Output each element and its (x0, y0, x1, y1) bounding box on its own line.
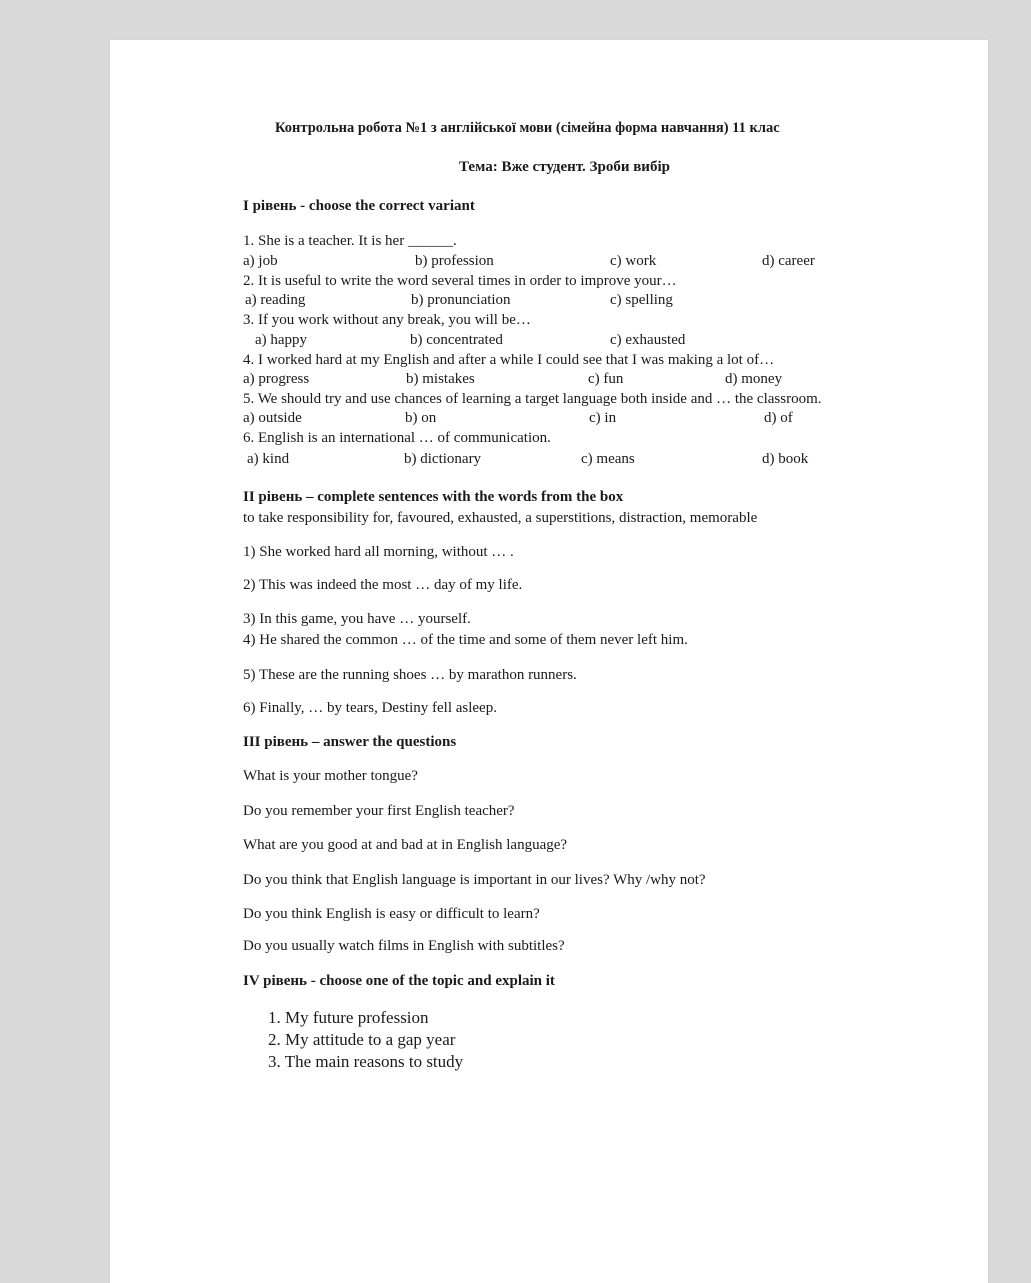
option: d) career (762, 253, 815, 269)
level1-question-2: 2. It is useful to write the word several times in order to improve your… (243, 273, 677, 289)
option: c) means (581, 451, 635, 467)
option: c) spelling (610, 292, 673, 308)
option: c) fun (588, 371, 624, 387)
level3-heading: III рівень – answer the questions (243, 734, 457, 750)
option: d) book (762, 451, 809, 467)
option: b) profession (415, 253, 494, 269)
option: b) dictionary (404, 451, 482, 467)
level2-sentence-2: 2) This was indeed the most … day of my life. (243, 577, 523, 593)
level2-sentence-3: 3) In this game, you have … yourself. (243, 611, 471, 627)
level2-sentence-1: 1) She worked hard all morning, without … . (243, 544, 514, 560)
option: a) outside (243, 410, 302, 426)
option: b) on (405, 410, 437, 426)
word-box: to take responsibility for, favoured, exhausted, a superstitions, distraction, memorable (243, 510, 758, 526)
level2-sentence-4: 4) He shared the common … of the time and some of them never left him. (243, 632, 688, 648)
level3-question-3: What are you good at and bad at in English language? (243, 837, 568, 853)
option: c) exhausted (610, 332, 686, 348)
document-page (110, 40, 988, 1283)
level1-question-6: 6. English is an international … of communication. (243, 430, 551, 446)
level3-question-6: Do you usually watch films in English with subtitles? (243, 938, 565, 954)
level2-heading: II рівень – complete sentences with the words from the box (243, 489, 624, 505)
level3-question-1: What is your mother tongue? (243, 768, 418, 784)
option: a) job (243, 253, 278, 269)
level2-sentence-6: 6) Finally, … by tears, Destiny fell asleep. (243, 700, 497, 716)
option: d) of (764, 410, 793, 426)
level1-question-4: 4. I worked hard at my English and after a while I could see that I was making a lot of… (243, 352, 775, 368)
option: a) kind (247, 451, 290, 467)
level3-question-4: Do you think that English language is important in our lives? Why /why not? (243, 872, 706, 888)
level4-heading: IV рівень - choose one of the topic and explain it (243, 973, 555, 989)
level1-question-3: 3. If you work without any break, you will be… (243, 312, 531, 328)
level4-topic-2: 2. My attitude to a gap year (268, 1030, 456, 1049)
option: b) pronunciation (411, 292, 511, 308)
option: a) happy (255, 332, 308, 348)
option: c) in (589, 410, 617, 426)
option: d) money (725, 371, 783, 387)
option: b) concentrated (410, 332, 503, 348)
level1-question-5: 5. We should try and use chances of learning a target language both inside and … the classroom. (243, 391, 822, 407)
level1-question-1: 1. She is a teacher. It is her ______. (243, 233, 457, 249)
level3-question-2: Do you remember your first English teacher? (243, 803, 515, 819)
option: a) reading (245, 292, 306, 308)
option: b) mistakes (406, 371, 475, 387)
document-topic: Тема: Вже студент. Зроби вибір (459, 159, 670, 175)
level4-topic-1: 1. My future profession (268, 1008, 429, 1027)
level4-topic-3: 3. The main reasons to study (268, 1052, 464, 1071)
option: c) work (610, 253, 657, 269)
document-title: Контрольна робота №1 з англійської мови (сімейна форма навчання) 11 клас (275, 120, 780, 136)
option: a) progress (243, 371, 310, 387)
level1-heading: I рівень - choose the correct variant (243, 198, 475, 214)
level3-question-5: Do you think English is easy or difficult to learn? (243, 906, 540, 922)
level2-sentence-5: 5) These are the running shoes … by marathon runners. (243, 667, 577, 683)
